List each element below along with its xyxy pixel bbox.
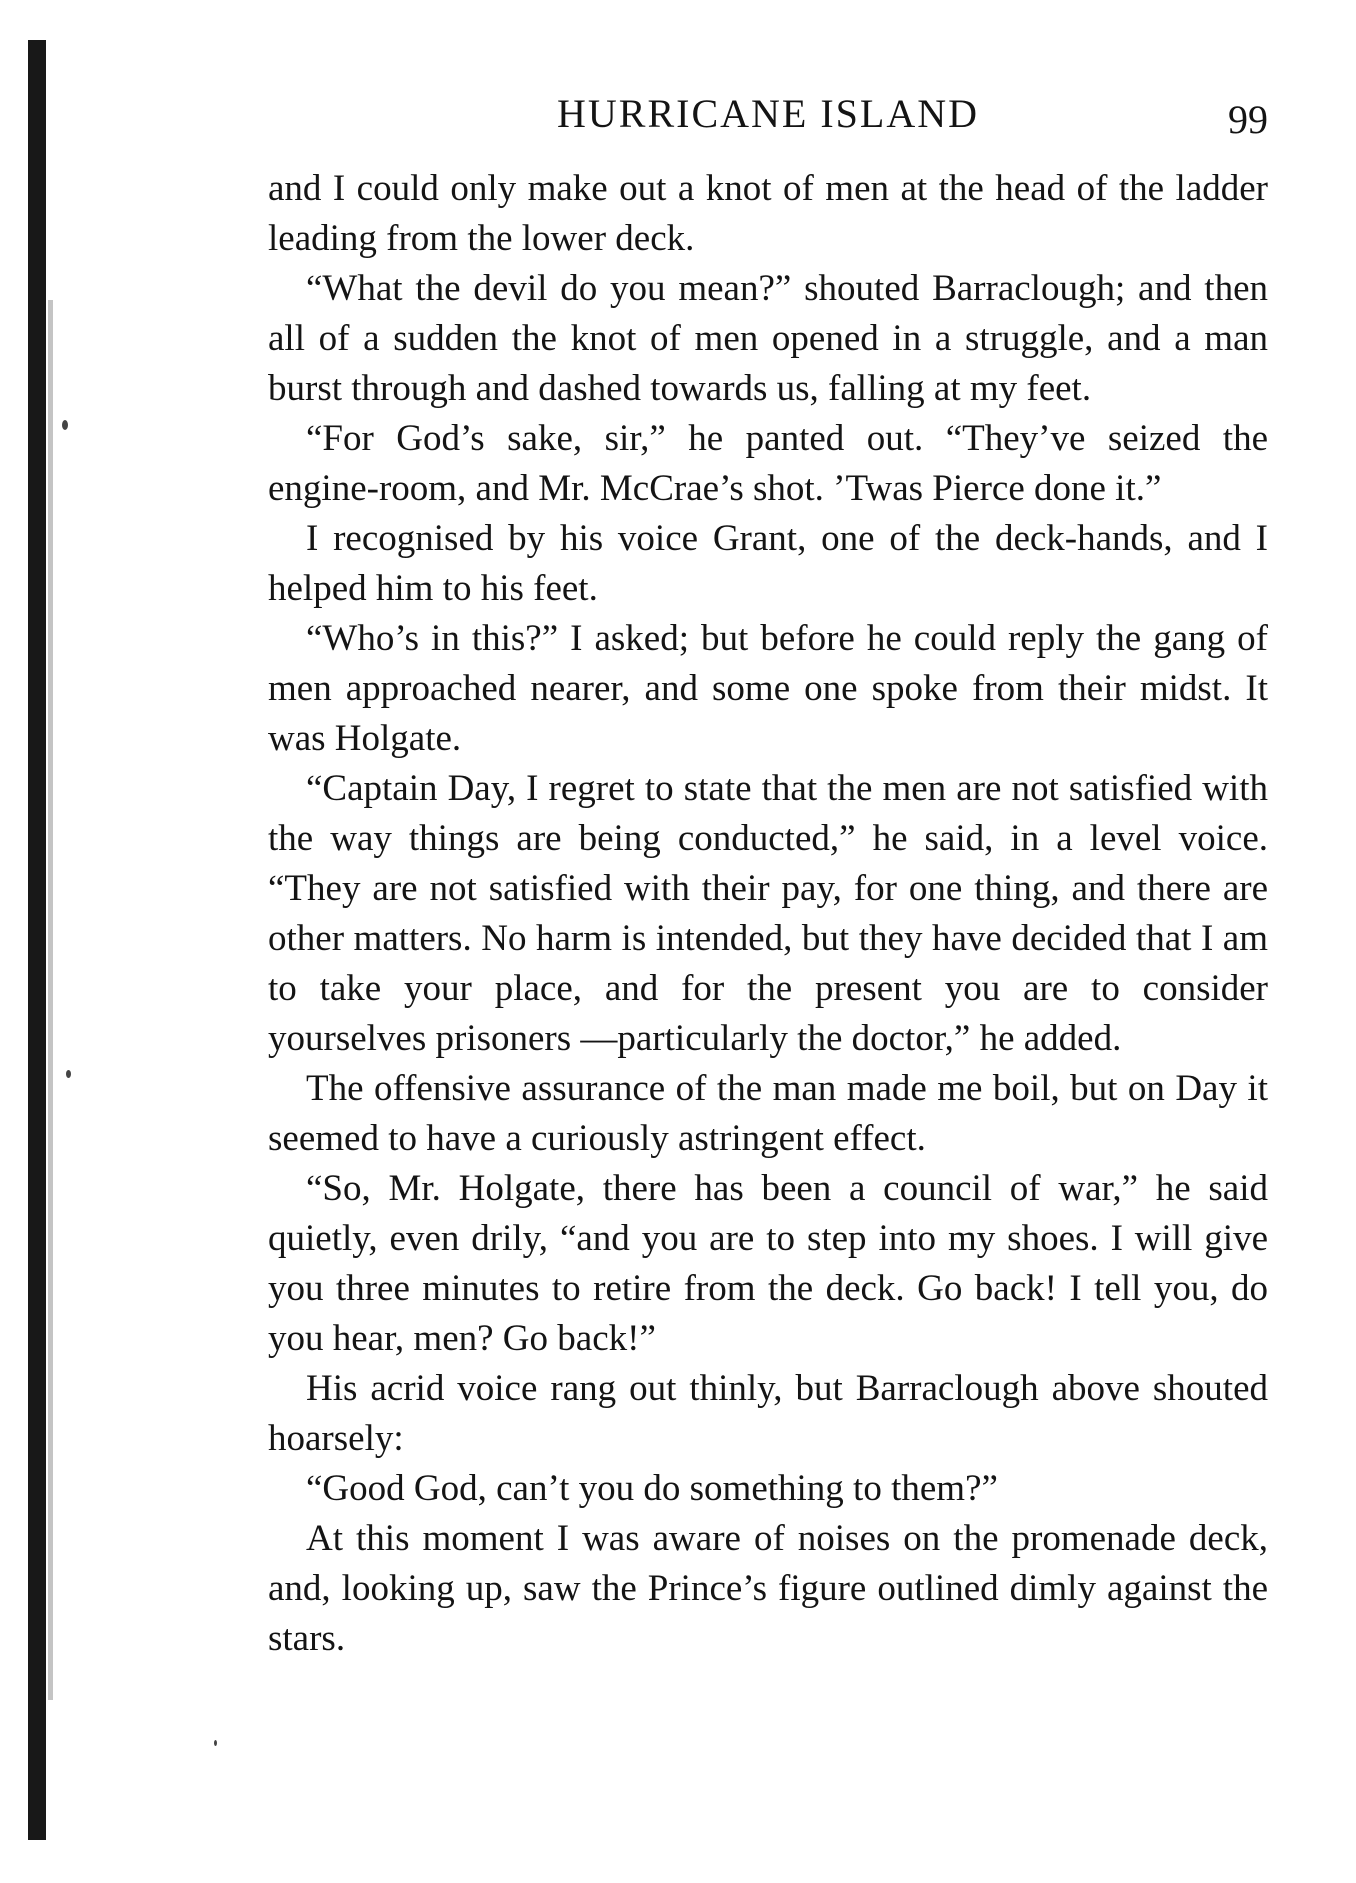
paragraph: “Captain Day, I regret to state that the men are not satisfied with the way things are being conducted,” he said, in a level voice. “They are not satisfied with their pay, for one thing, and there are other matters. No harm is intended, but they have decided that I am to take your place, and for the present you are to consider yourselves prisoners —particularly the doctor,” he added.	[268, 768, 1268, 1059]
page-header	[268, 90, 1268, 148]
paragraph: and I could only make out a knot of men at the head of the ladder leading from the lower deck.	[268, 168, 1268, 259]
binding-edge-fade	[48, 300, 53, 1700]
paragraph: “Who’s in this?” I asked; but before he could reply the gang of men approached nearer, and some one spoke from their midst. It was Holgate.	[268, 618, 1268, 759]
paragraph: “So, Mr. Holgate, there has been a council of war,” he said quietly, even drily, “and you are to step into my shoes. I will give you three minutes to retire from the deck. Go back! I tell you, do you hear, men? Go back!”	[268, 1168, 1268, 1359]
scan-speck	[66, 1070, 71, 1078]
binding-edge-shadow	[28, 40, 46, 1840]
page-number: 99	[1228, 97, 1268, 142]
scan-speck	[214, 1740, 217, 1746]
paragraph: I recognised by his voice Grant, one of the deck-hands, and I helped him to his feet.	[268, 518, 1268, 609]
paragraph: “For God’s sake, sir,” he panted out. “They’ve seized the engine-room, and Mr. McCrae’s shot. ’Twas Pierce done it.”	[268, 418, 1268, 509]
paragraph: “Good God, can’t you do something to them?”	[306, 1468, 998, 1509]
paragraph: “What the devil do you mean?” shouted Barraclough; and then all of a sudden the knot of men opened in a struggle, and a man burst through and dashed towards us, falling at my feet.	[268, 268, 1268, 409]
scan-speck	[62, 420, 68, 430]
running-head: HURRICANE ISLAND	[557, 91, 979, 136]
paragraph: The offensive assurance of the man made me boil, but on Day it seemed to have a curiously astringent effect.	[268, 1068, 1268, 1159]
book-page	[268, 90, 1268, 1664]
paragraph: At this moment I was aware of noises on the promenade deck, and, looking up, saw the Prince’s figure outlined dimly against the stars.	[268, 1518, 1268, 1659]
paragraph: His acrid voice rang out thinly, but Barraclough above shouted hoarsely:	[268, 1368, 1268, 1459]
